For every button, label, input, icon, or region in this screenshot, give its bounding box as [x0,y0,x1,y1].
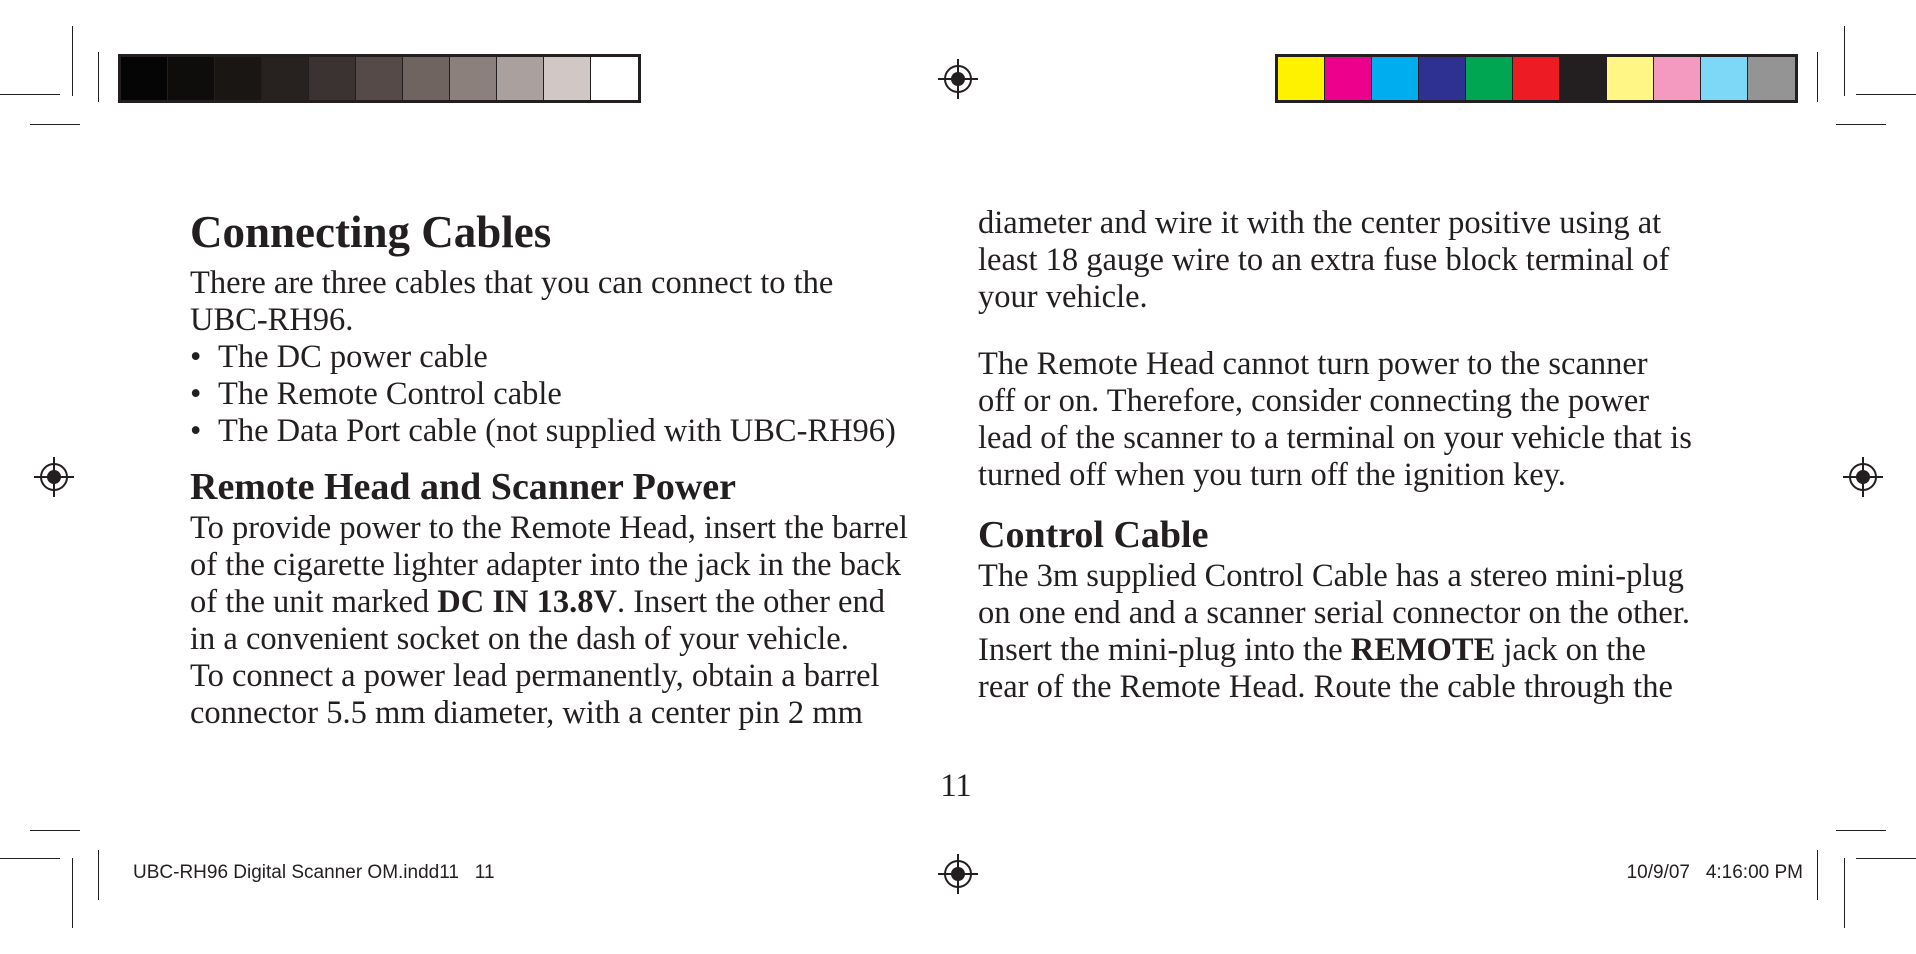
remote-head-line: turned off when you turn off the ignition key. [978,457,1566,493]
page-title: Connecting Cables [190,207,552,257]
color-swatch [1325,57,1372,100]
power-line: To provide power to the Remote Head, insert the barrel [190,510,908,546]
color-swatch [215,57,262,100]
control-line: on one end and a scanner serial connector on the other. [978,595,1691,631]
crop-mark-top-left-v2 [98,52,99,102]
section-heading-control: Control Cable [978,514,1209,556]
color-swatch [497,57,544,100]
color-calibration-bar [1275,54,1798,103]
crop-mark-bottom-right-h2 [1856,858,1916,859]
crop-mark-bottom-left-h2 [0,858,60,859]
color-swatch [544,57,591,100]
color-swatch [1560,57,1607,100]
power-paragraph [190,510,960,658]
control-line: rear of the Remote Head. Route the cable through the [978,669,1673,705]
power-line-post: . Insert the other end [616,584,885,620]
crosshair-target-icon [1843,457,1883,497]
continued-line: diameter and wire it with the center positive using at [978,205,1662,241]
lead-line: To connect a power lead permanently, obtain a barrel [190,658,880,694]
crop-mark-bottom-left-v [72,858,73,928]
color-swatch [403,57,450,100]
crop-mark-top-right-v2 [1817,52,1818,102]
page-number: 11 [940,768,972,804]
color-swatch [1701,57,1748,100]
crosshair-target-icon [938,59,978,99]
continued-line: least 18 gauge wire to an extra fuse block terminal of [978,242,1670,278]
cable-list [190,339,960,450]
control-line-pre: Insert the mini-plug into the [978,632,1351,668]
intro-paragraph [190,265,960,339]
crop-mark-bottom-right-v [1844,858,1845,928]
color-swatch [356,57,403,100]
control-paragraph [978,558,1738,706]
continued-paragraph [978,205,1738,316]
color-swatch [1654,57,1701,100]
intro-line: UBC-RH96. [190,302,354,338]
slug-timestamp: 10/9/07 4:16:00 PM [1626,862,1803,883]
intro-line: There are three cables that you can connect to the [190,265,834,301]
control-line: The 3m supplied Control Cable has a stereo mini-plug [978,558,1684,594]
crop-mark-bottom-right-v2 [1817,850,1818,900]
remote-head-paragraph [978,346,1738,494]
color-swatch [450,57,497,100]
remote-head-line: lead of the scanner to a terminal on your vehicle that is [978,420,1692,456]
crop-mark-top-right-h [1856,94,1916,95]
dc-in-label: DC IN 13.8V [437,584,617,620]
list-item: • The Remote Control cable [190,376,960,413]
crop-mark-top-left-h2 [30,124,80,125]
power-line: of the cigarette lighter adapter into the jack in the back [190,547,902,583]
color-swatch [1419,57,1466,100]
color-swatch [1607,57,1654,100]
color-swatch [168,57,215,100]
list-item: • The Data Port cable (not supplied with UBC-RH96) [190,413,960,450]
color-swatch [1513,57,1560,100]
slug-filename: UBC-RH96 Digital Scanner OM.indd11 11 [133,862,495,883]
lead-paragraph [190,658,960,732]
remote-head-line: The Remote Head cannot turn power to the scanner [978,346,1648,382]
color-swatch [309,57,356,100]
continued-line: your vehicle. [978,279,1148,315]
crosshair-target-icon [34,457,74,497]
crop-mark-top-right-v [1844,26,1845,96]
section-heading-power: Remote Head and Scanner Power [190,466,737,508]
crop-mark-top-left-v [72,26,73,96]
left-column [190,205,960,732]
crop-mark-top-right-h2 [1836,124,1886,125]
crosshair-target-icon [938,854,978,894]
power-line: in a convenient socket on the dash of your vehicle. [190,621,849,657]
power-line-pre: of the unit marked [190,584,438,620]
color-swatch [591,57,638,100]
crop-mark-top-left-h [0,94,60,95]
color-swatch [262,57,309,100]
crop-mark-bottom-right-h [1836,830,1886,831]
color-swatch [1278,57,1325,100]
right-column [978,205,1738,706]
color-swatch [1466,57,1513,100]
crop-mark-bottom-left-h [30,830,80,831]
color-swatch [1748,57,1795,100]
control-line-post: jack on the [1495,632,1646,668]
color-swatch [1372,57,1419,100]
remote-head-line: off or on. Therefore, consider connecting the power [978,383,1650,419]
remote-jack-label: REMOTE [1350,632,1496,668]
color-swatch [121,57,168,100]
lead-line: connector 5.5 mm diameter, with a center pin 2 mm [190,695,863,731]
crop-mark-bottom-left-v2 [98,850,99,900]
list-item: • The DC power cable [190,339,960,376]
grayscale-calibration-bar [118,54,641,103]
